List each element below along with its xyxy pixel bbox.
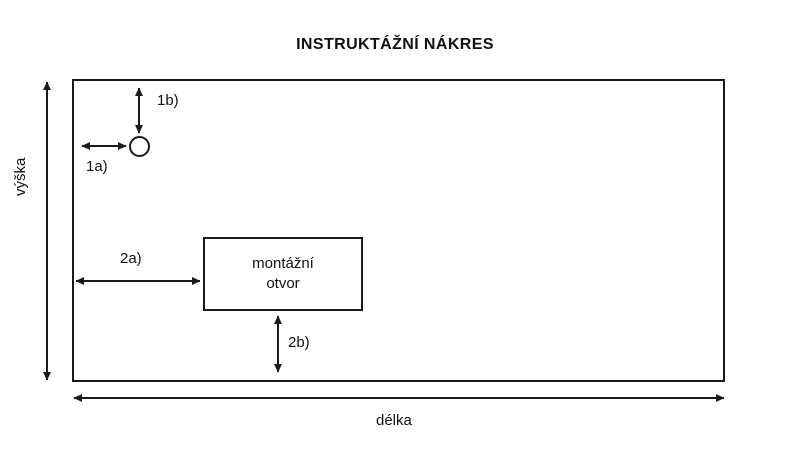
mounting-hole-label-line1: montážní: [252, 254, 314, 272]
panel-outline: [72, 79, 725, 382]
mounting-hole-box: [203, 237, 363, 311]
height-label: výška: [12, 157, 29, 196]
page-title: INSTRUKTÁŽNÍ NÁKRES: [296, 36, 494, 53]
dimension-label-1a: 1a): [86, 158, 108, 175]
dimension-label-1b: 1b): [157, 92, 179, 109]
dimension-label-2a: 2a): [120, 250, 142, 267]
dimension-label-2b: 2b): [288, 334, 310, 351]
length-label: délka: [376, 412, 412, 429]
mounting-hole-label-line2: otvor: [266, 275, 300, 292]
circle-hole: [129, 136, 150, 157]
